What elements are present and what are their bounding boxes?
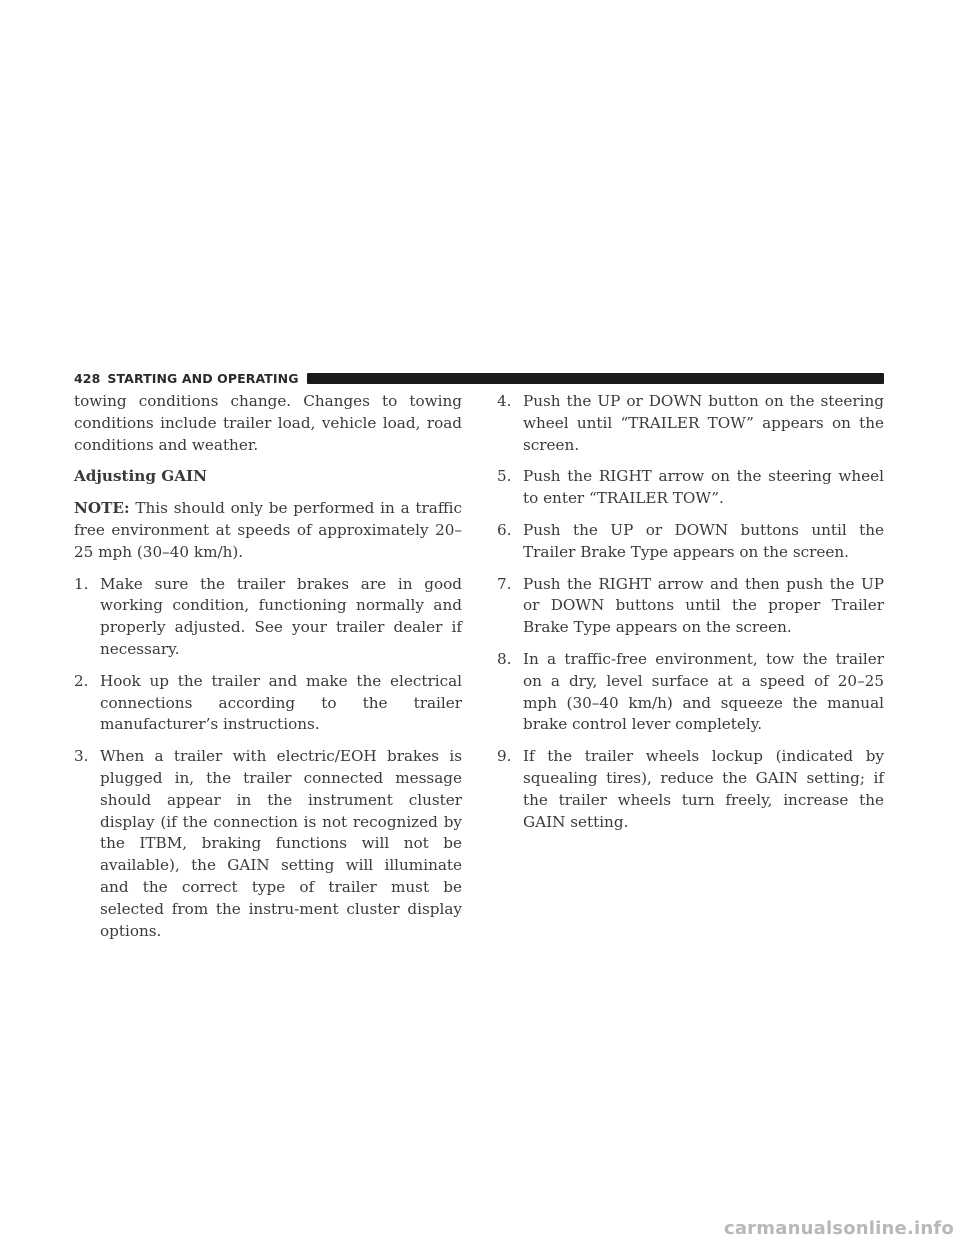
right-column	[497, 391, 884, 843]
item-number: 7.	[497, 574, 512, 593]
left-column	[74, 391, 462, 952]
item-number: 1.	[74, 574, 89, 593]
list-item	[74, 746, 462, 942]
item-number: 4.	[497, 392, 512, 410]
item-text: Hook up the trailer and make the electrical connections according to the trailer manufacturer’s instructions.	[100, 671, 462, 734]
item-text: In a traffic-free environment, tow the trailer on a dry, level surface at a speed of 20–25 mph (30–40 km/h) and squeeze the manual brake control lever completely.	[523, 649, 884, 734]
section-title: STARTING AND OPERATING	[107, 370, 299, 386]
list-item	[497, 746, 884, 833]
list-item	[497, 574, 884, 639]
section-heading: Adjusting GAIN	[74, 467, 207, 486]
steps-list-left	[74, 574, 462, 943]
header-rule	[307, 373, 884, 384]
intro-paragraph: towing conditions change. Changes to towing conditions include trailer load, vehicle load, road conditions and weather.	[74, 392, 462, 454]
item-number: 5.	[497, 467, 512, 486]
item-text: Push the UP or DOWN buttons until the Trailer Brake Type appears on the screen.	[523, 520, 884, 561]
item-text: Push the UP or DOWN button on the steering wheel until “TRAILER TOW” appears on the screen.	[523, 392, 884, 454]
list-item	[497, 466, 884, 510]
list-item	[497, 649, 884, 736]
list-item	[497, 391, 884, 456]
list-item	[74, 574, 462, 661]
item-number: 3.	[74, 747, 89, 766]
steps-list-right	[497, 391, 884, 833]
item-text: When a trailer with electric/EOH brakes is plugged in, the trailer connected message should appear in the instrument cluster display (if the connection is not recognized by the ITBM, braking functions will not be available), the GAIN setting will illuminate and the correct type of trailer must be selected from the instru-ment cluster display options.	[100, 747, 462, 940]
item-text: Make sure the trailer brakes are in good working condition, functioning normally and properly adjusted. See your trailer dealer if necessary.	[100, 574, 462, 658]
item-text: Push the RIGHT arrow on the steering wheel to enter “TRAILER TOW”.	[523, 467, 884, 508]
item-text: If the trailer wheels lockup (indicated by squealing tires), reduce the GAIN setting; if the trailer wheels turn freely, increase the GAIN setting.	[523, 747, 884, 831]
item-number: 8.	[497, 649, 512, 668]
note-label: NOTE:	[74, 499, 130, 518]
watermark: carmanualsonline.info	[723, 1218, 954, 1239]
item-number: 6.	[497, 520, 512, 539]
list-item	[497, 520, 884, 564]
note-paragraph	[74, 498, 462, 563]
item-number: 2.	[74, 671, 89, 690]
list-item	[74, 671, 462, 736]
item-text: Push the RIGHT arrow and then push the UP or DOWN buttons until the proper Trailer Brake Type appears on the screen.	[523, 574, 884, 637]
item-number: 9.	[497, 747, 512, 766]
page-number: 428	[74, 370, 101, 386]
page-header	[74, 368, 884, 388]
note-text: This should only be performed in a traffic free environment at speeds of approximately 20–25 mph (30–40 km/h).	[74, 499, 462, 561]
